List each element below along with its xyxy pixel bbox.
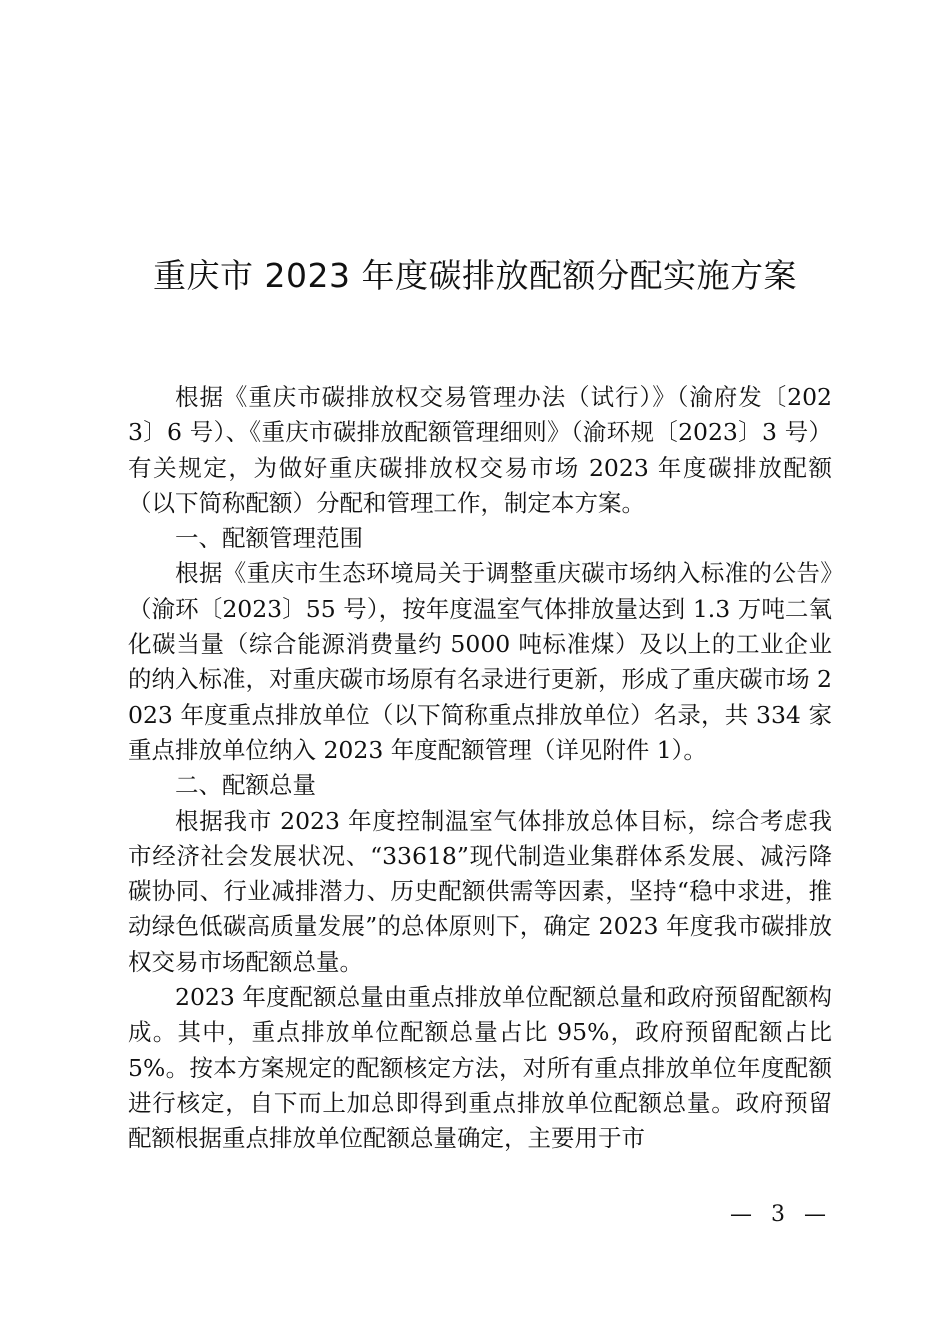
- section-heading-total: 二、配额总量: [175, 771, 316, 800]
- scope-paragraph: 根据《重庆市生态环境局关于调整重庆碳市场纳入标准的公告》（渝环〔2023〕55 号），按年度温室气体排放量达到 1.3 万吨二氧化碳当量（综合能源消费量约 5000 吨标准煤）及以上的工业企业的纳入标准，对重庆碳市场原有名录进行更新，形成了重庆碳市场 2023 年度重点排放单位（以下简称重点排放单位）名录，共 334 家重点排放单位纳入 2023 年度配额管理（详见附件 1）。: [128, 559, 832, 764]
- intro-paragraph: 根据《重庆市碳排放权交易管理办法（试行）》（渝府发〔2023〕6 号）、《重庆市碳排放配额管理细则》（渝环规〔2023〕3 号）有关规定，为做好重庆碳排放权交易市场 2023 年度碳排放配额（以下简称配额）分配和管理工作，制定本方案。: [128, 383, 832, 517]
- section-heading-scope: 一、配额管理范围: [175, 524, 363, 553]
- page-number: — 3 —: [730, 1202, 832, 1227]
- document-body: [128, 380, 832, 1157]
- total-paragraph-2: 2023 年度配额总量由重点排放单位配额总量和政府预留配额构成。其中，重点排放单位配额总量占比 95%，政府预留配额占比 5%。按本方案规定的配额核定方法，对所有重点排放单位年度配额进行核定，自下而上加总即得到重点排放单位配额总量。政府预留配额根据重点排放单位配额总量确定，主要用于市: [128, 983, 832, 1153]
- total-paragraph-1: 根据我市 2023 年度控制温室气体排放总体目标，综合考虑我市经济社会发展状况、“33618”现代制造业集群体系发展、减污降碳协同、行业减排潜力、历史配额供需等因素，坚持“稳中求进，推动绿色低碳高质量发展”的总体原则下，确定 2023 年度我市碳排放权交易市场配额总量。: [128, 806, 832, 976]
- document-title: 重庆市 2023 年度碳排放配额分配实施方案: [153, 256, 797, 295]
